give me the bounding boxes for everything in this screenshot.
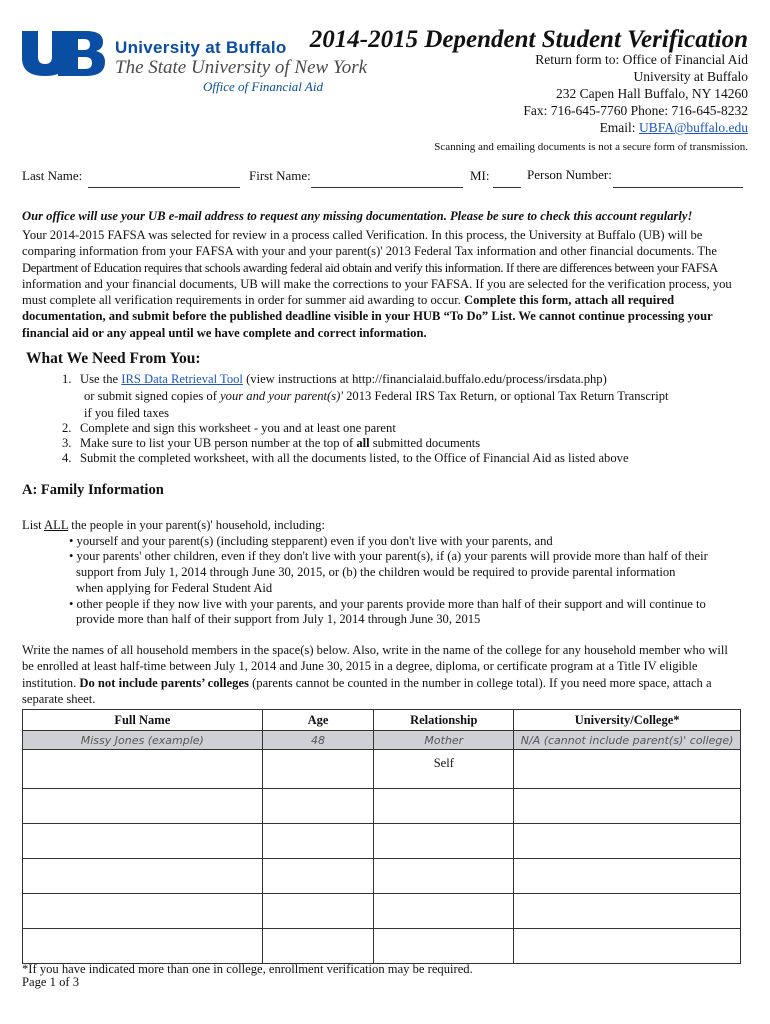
- intro-line: must complete all verification requirements in order for summer aid awarding to occur. Complete this form, attach all required: [22, 293, 675, 308]
- email-line: [600, 120, 748, 136]
- name-cell[interactable]: [23, 859, 263, 894]
- relationship-cell-self: Self: [374, 750, 514, 789]
- table-row: [23, 789, 741, 824]
- logo-suny-line: The State University of New York: [115, 57, 368, 78]
- col-university: University/College*: [514, 710, 741, 731]
- email-label: Email:: [599, 120, 639, 135]
- example-college: N/A (cannot include parent(s)' college): [514, 731, 741, 750]
- table-row: [23, 859, 741, 894]
- need-item-3: 3. Make sure to list your UB person number at the top of all submitted documents: [62, 436, 481, 450]
- logo-office-line: Office of Financial Aid: [203, 79, 323, 94]
- example-row: [23, 731, 741, 750]
- name-cell[interactable]: [23, 750, 263, 789]
- intro-bold-line: financial aid or any appeal until we have complete and correct information.: [22, 325, 427, 340]
- college-cell[interactable]: [514, 750, 741, 789]
- fax-phone-line: Fax: 716-645-7760 Phone: 716-645-8232: [523, 103, 748, 118]
- intro-paragraph: [22, 227, 748, 341]
- need-item-2: 2. Complete and sign this worksheet - you and at least one parent: [62, 421, 396, 435]
- write-line: Write the names of all household members in the space(s) below. Also, write in the name of the college for any household member who will: [22, 643, 728, 657]
- intro-line: information and your financial documents, UB will make the corrections to your FAFSA. If you are selected for the verification process, you: [22, 276, 732, 291]
- first-name-label: First Name:: [249, 168, 311, 183]
- intro-bold-text: Complete this form, attach all required: [464, 293, 675, 308]
- college-cell[interactable]: [514, 859, 741, 894]
- bullet-other-children-l2: support from July 1, 2014 through June 30, 2015, or (b) the children would be required to provide parental information: [76, 565, 676, 579]
- need-item-1-line3: if you filed taxes: [84, 406, 169, 420]
- relationship-cell[interactable]: [374, 824, 514, 859]
- age-cell[interactable]: [262, 824, 374, 859]
- bullet-other-people: • other people if they now live with your parents, and your parents provide more than half of their support and will continue to: [69, 597, 706, 611]
- page-number: Page 1 of 3: [22, 975, 80, 989]
- intro-line: Department of Education requires that schools awarding federal aid obtain and verify this information. If there are differences between your FAFSA: [22, 260, 718, 275]
- person-number-label: Person Number:: [527, 167, 612, 182]
- relationship-cell[interactable]: [374, 789, 514, 824]
- footnote: *If you have indicated more than one in college, enrollment verification may be required.: [22, 962, 473, 976]
- name-cell[interactable]: [23, 929, 263, 964]
- college-cell[interactable]: [514, 789, 741, 824]
- age-cell[interactable]: [262, 859, 374, 894]
- col-relationship: Relationship: [374, 710, 514, 731]
- bullet-other-children: • your parents' other children, even if they don't live with your parent(s), if (a) your parents will provide more than half of their: [69, 549, 708, 563]
- scan-warning: Scanning and emailing documents is not a secure form of transmission.: [434, 141, 748, 153]
- address-university: University at Buffalo: [633, 69, 748, 84]
- college-cell[interactable]: [514, 929, 741, 964]
- age-cell[interactable]: [262, 750, 374, 789]
- college-cell[interactable]: [514, 894, 741, 929]
- col-full-name: Full Name: [23, 710, 263, 731]
- relationship-cell[interactable]: [374, 894, 514, 929]
- write-line: institution. Do not include parents’ colleges (parents cannot be counted in the number in college total). If you need more space, attach a: [22, 675, 712, 690]
- bullet-yourself: • yourself and your parent(s) (including stepparent) even if you don't live with your parents, and: [69, 534, 553, 548]
- intro-line: Your 2014-2015 FAFSA was selected for review in a process called Verification. In this process, the University at Buffalo (UB) will be: [22, 228, 703, 242]
- example-relationship: Mother: [374, 731, 514, 750]
- need-item-1: 1. Use the IRS Data Retrieval Tool (view instructions at http://financialaid.buffalo.edu/process/irsdata.php): [62, 372, 607, 386]
- family-info-heading: A: Family Information: [22, 482, 164, 498]
- need-item-1-line2: or submit signed copies of your and your parent(s)' 2013 Federal IRS Tax Return, or optional Tax Return Transcript: [84, 389, 669, 403]
- person-number-field[interactable]: [613, 187, 743, 188]
- example-name: Missy Jones (example): [23, 731, 263, 750]
- logo-university-name: University at Buffalo: [115, 38, 287, 57]
- col-age: Age: [262, 710, 374, 731]
- list-all-line: List ALL the people in your parent(s)' household, including:: [22, 518, 325, 532]
- household-table: [22, 709, 741, 964]
- intro-line: comparing information from your FAFSA with your and your parent(s)' 2013 Federal Tax information and other financial documents. The: [22, 244, 717, 259]
- table-row: [23, 929, 741, 964]
- irs-data-retrieval-link[interactable]: IRS Data Retrieval Tool: [121, 372, 243, 386]
- mi-label: MI:: [470, 168, 490, 183]
- relationship-cell[interactable]: [374, 859, 514, 894]
- write-names-paragraph: [22, 642, 748, 707]
- return-to-line: Return form to: Office of Financial Aid: [535, 52, 748, 67]
- last-name-field[interactable]: [88, 187, 240, 188]
- example-age: 48: [262, 731, 374, 750]
- what-we-need-heading: What We Need From You:: [26, 350, 201, 367]
- bullet-other-children-l3: when applying for Federal Student Aid: [76, 581, 273, 595]
- college-cell[interactable]: [514, 824, 741, 859]
- address-street: 232 Capen Hall Buffalo, NY 14260: [556, 86, 748, 101]
- mi-field[interactable]: [493, 187, 521, 188]
- email-notice: Our office will use your UB e-mail address to request any missing documentation. Please be sure to check this account regularly!: [22, 209, 693, 223]
- relationship-cell[interactable]: [374, 929, 514, 964]
- table-row: [23, 894, 741, 929]
- table-row: [23, 824, 741, 859]
- last-name-label: Last Name:: [22, 168, 83, 183]
- age-cell[interactable]: [262, 894, 374, 929]
- first-name-field[interactable]: [311, 187, 463, 188]
- write-line: be enrolled at least half-time between July 1, 2014 and June 30, 2015 in a degree, diploma, or certificate program at a Title IV eligible: [22, 659, 698, 674]
- age-cell[interactable]: [262, 929, 374, 964]
- email-link[interactable]: UBFA@buffalo.edu: [638, 120, 748, 135]
- bullet-other-people-l2: provide more than half of their support from July 1, 2014 through June 30, 2015: [76, 612, 481, 626]
- table-row-self: [23, 750, 741, 789]
- name-cell[interactable]: [23, 789, 263, 824]
- write-line: separate sheet.: [22, 691, 96, 706]
- age-cell[interactable]: [262, 789, 374, 824]
- name-cell[interactable]: [23, 824, 263, 859]
- need-item-4: 4. Submit the completed worksheet, with all the documents listed, to the Office of Financial Aid as listed above: [62, 451, 629, 465]
- name-cell[interactable]: [23, 894, 263, 929]
- table-header-row: [23, 710, 741, 731]
- intro-bold-line: documentation, and submit before the published deadline visible in your HUB “To Do” List. We cannot continue processing your: [22, 309, 713, 324]
- ub-logo-icon: [22, 28, 106, 76]
- form-title: 2014-2015 Dependent Student Verification: [309, 26, 748, 53]
